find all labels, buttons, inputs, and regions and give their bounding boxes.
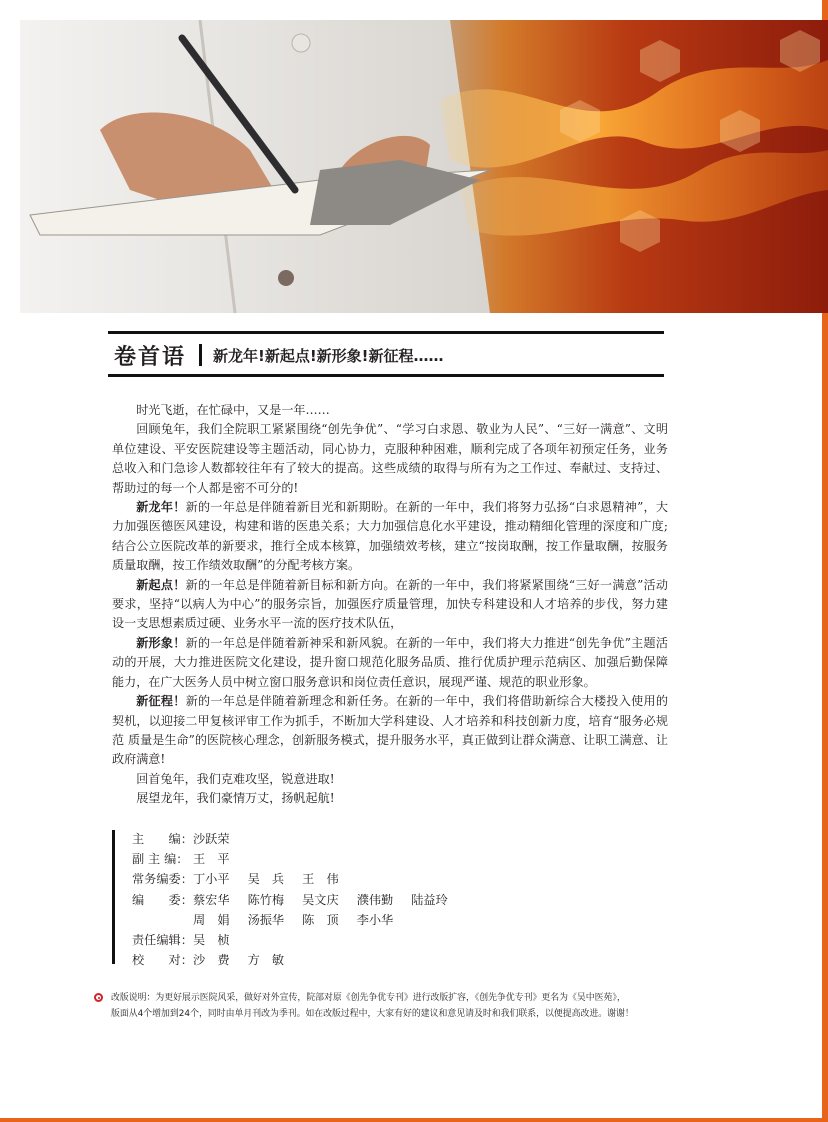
- masthead-row-chief: 主 编： 沙跃荣: [132, 832, 230, 846]
- revision-note: [111, 991, 667, 1022]
- masthead-row-exec: 常务编委： 丁小平 吴 兵 王 伟: [132, 872, 339, 887]
- paragraph-new-image: 新形象！新的一年总是伴随着新神采和新风貌。在新的一年中，我们将大力推进“创先争优”主题活动的开展，大力推进医院文化建设，提升窗口规范化服务品质、推行优质护理示范病区、加强后勤保障能力，在广大医务人员中树立窗口服务意识和岗位责任意识，展现严谨、规范的职业形象。: [112, 635, 668, 689]
- lead-new-start: 新起点！: [136, 577, 186, 592]
- paragraph-new-dragon-year: 新龙年！新的一年总是伴随着新目光和新期盼。在新的一年中，我们将努力弘扬“白求恩精神”，大力加强医德医风建设，构建和谐的医患关系；大力加强信息化水平建设，推动精细化管理的深度和广度;结合公立医院改革的新要求，推行全成本核算，加强绩效考核，建立“按岗取酬，按工作量取酬，按服务质量取酬，按工作绩效取酬”的分配考核方案。: [112, 500, 668, 573]
- masthead-row-editor: 责任编辑： 吴 桢: [132, 932, 230, 947]
- lead-new-dragon-year: 新龙年！: [136, 500, 186, 515]
- masthead: [132, 829, 466, 970]
- header-rule-bottom: [108, 374, 664, 377]
- title-separator: [199, 344, 202, 366]
- paragraph-review: 回顾兔年，我们全院职工紧紧围绕“创先争优”、“学习白求恩、敬业为人民”、“三好一满意”、文明单位建设、平安医院建设等主题活动，同心协力，克服种种困难，顺利完成了各项年初预定任务，业务总收入和门急诊人数都较往年有了较大的提高。这些成绩的取得与所有为之工作过、奉献过、支持过、帮助过的每一个人都是密不可分的!: [112, 422, 668, 495]
- masthead-row-board-cont: 周 娟 汤振华 陈 顶 李小华: [193, 912, 394, 927]
- paragraph-look-ahead: 展望龙年，我们豪情万丈，扬帆起航!: [136, 791, 335, 806]
- banner-illustration: [20, 20, 828, 313]
- page-edge-bottom: [0, 1118, 828, 1122]
- target-bullet-icon: [94, 993, 103, 1002]
- paragraph-look-back: 回首兔年，我们克难攻坚，锐意进取!: [136, 771, 335, 786]
- banner-image: [20, 20, 828, 313]
- masthead-row-proof: 校 对： 沙 费 方 敏: [132, 953, 285, 968]
- masthead-bar: [112, 830, 115, 964]
- revision-note-line: 版面从4个增加到24个，同时由单月刊改为季刊。如在改版过程中，大家有好的建议和意见请及时和我们联系，以便提高改进。谢谢！: [111, 1008, 634, 1019]
- paragraph-new-journey: 新征程！新的一年总是伴随着新理念和新任务。在新的一年中，我们将借助新综合大楼投入使用的契机，以迎接二甲复核评审工作为抓手，不断加大学科建设、人才培养和科技创新力度，培育“服务必规范 质量是生命”的医院核心理念，创新服务模式，提升服务水平，真正做到让群众满意、让职工满意、让政府满意!: [112, 694, 668, 767]
- masthead-row-board: 编 委： 蔡宏华 陈竹梅 吴文庆 濮伟勤 陆益玲: [132, 892, 448, 907]
- lead-new-journey: 新征程！: [136, 694, 186, 709]
- revision-note-line: 改版说明：为更好展示医院风采，做好对外宣传，院部对原《创先争优专刊》进行改版扩容，《创先争优专刊》更名为《吴中医苑》，: [111, 993, 626, 1003]
- masthead-row-deputy: 副 主 编： 王 平: [132, 852, 230, 867]
- section-subtitle: 新龙年!新起点!新形象!新征程……: [213, 347, 444, 365]
- paragraph-new-start: 新起点！新的一年总是伴随着新目标和新方向。在新的一年中，我们将紧紧围绕“三好一满意”活动要求，坚持“以病人为中心”的服务宗旨，加强医疗质量管理，加快专科建设和人才培养的步伐，努力建设一支思想素质过硬、业务水平一流的医疗技术队伍，: [112, 577, 668, 631]
- section-title: 卷首语: [114, 345, 187, 370]
- paragraph-intro: 时光飞逝，在忙碌中，又是一年……: [136, 403, 330, 417]
- lead-new-image: 新形象！: [136, 635, 186, 650]
- header-rule-top: [108, 331, 664, 334]
- editorial-body: [112, 401, 668, 809]
